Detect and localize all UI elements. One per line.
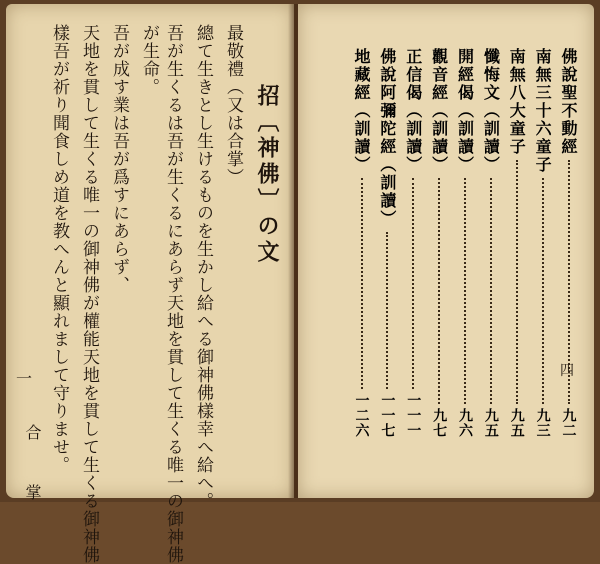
body-line-3: が生命。 [139, 24, 159, 96]
toc-title: 觀音經（訓讀） [429, 48, 449, 174]
body-line-5: 天地を貫して生くる唯一の御神佛が權能天地を貫して生くる御神佛 [79, 24, 99, 564]
toc-leader-dots [386, 232, 388, 389]
toc-leader-dots [412, 178, 414, 389]
toc-entry [428, 48, 451, 438]
toc-page-number: 一二六 [353, 393, 370, 438]
body-line-2: 吾が生くるは吾が生くるにあらず天地を貫して生くる唯一の御神佛 [163, 24, 183, 564]
section-heading: 最敬禮（又は合掌） [223, 24, 243, 186]
toc-page-number: 九七 [431, 408, 448, 438]
body-line-1: 總て生きとし生けるものを生かし給へる御神佛樣幸へ給へ。 [193, 24, 213, 510]
toc-leader-dots [361, 178, 363, 389]
toc-leader-dots [516, 160, 518, 404]
toc-page-number: 九五 [482, 408, 499, 438]
toc-page-number: 一一一 [405, 393, 422, 438]
toc-page-number: 九二 [560, 408, 577, 438]
toc-entry [479, 48, 502, 438]
toc-title: 地藏經（訓讀） [352, 48, 371, 174]
toc-leader-dots [490, 178, 492, 404]
toc-leader-dots [464, 178, 466, 404]
toc-entry [505, 48, 528, 438]
toc-page-number: 九六 [457, 408, 473, 438]
footer-text: 合 掌 [23, 424, 42, 514]
toc-title: 佛說阿彌陀經（訓讀） [377, 48, 397, 228]
toc-page-number: 一一七 [379, 393, 396, 438]
table-of-contents [350, 48, 580, 448]
toc-entry [376, 48, 399, 438]
toc-title: 南無三十六童子 [533, 48, 553, 174]
toc-title: 開經偈（訓讀） [455, 48, 475, 174]
toc-entry [350, 48, 373, 438]
toc-title: 佛說聖不動經 [559, 48, 578, 156]
toc-entry [531, 48, 554, 438]
toc-leader-dots [542, 178, 544, 404]
body-line-6: 樣吾が祈り聞食しめ道を教へんと顯れまして守りませ。 [49, 24, 69, 474]
toc-entry [402, 48, 425, 438]
toc-title: 南無八大童子 [507, 48, 527, 156]
body-line-4: 吾が成す業は吾が爲すにあらず、 [109, 24, 129, 294]
toc-title: 懺悔文（訓讀） [481, 48, 501, 174]
left-page [6, 4, 294, 564]
toc-page-number: 九三 [534, 408, 551, 438]
toc-leader-dots [438, 178, 440, 404]
page-number: 四 [560, 363, 574, 379]
toc-title: 正信偈（訓讀） [403, 48, 423, 174]
page-title: 招〔神佛〕の文 [254, 84, 280, 266]
toc-page-number: 九五 [508, 408, 525, 438]
right-page [298, 4, 594, 498]
footer-mark: 一 [16, 369, 33, 388]
toc-entry [454, 48, 477, 438]
